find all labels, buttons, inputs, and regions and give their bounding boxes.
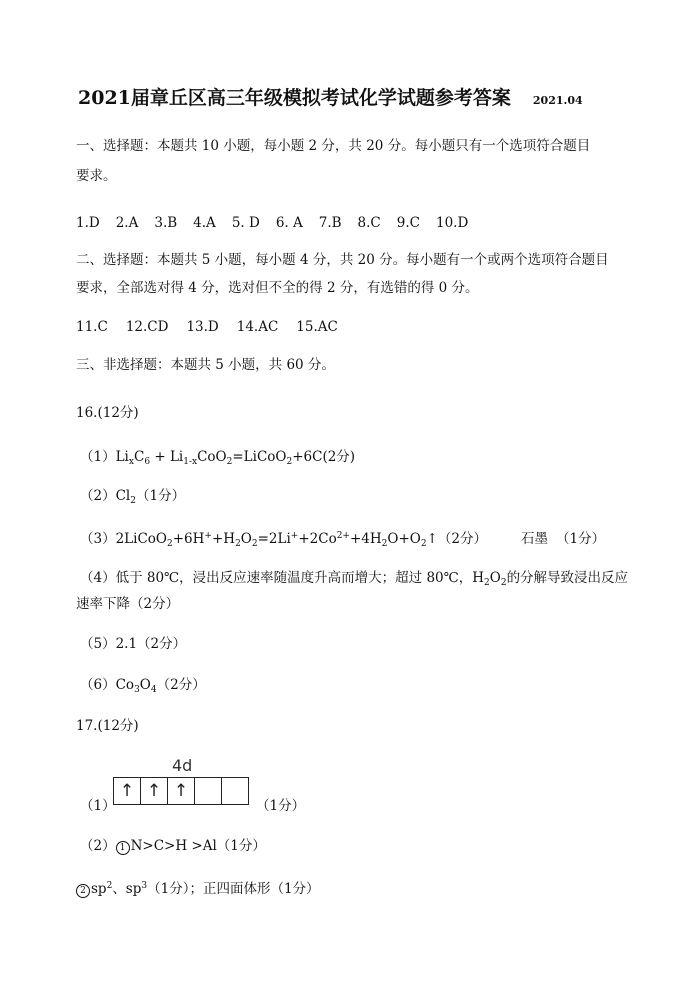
orbital-label: 4d [172,756,193,775]
q16-answer-5: （5）2.1（2分） [80,636,187,652]
answer-12: 12.CD [125,319,169,335]
answer-7: 7.B [318,215,342,231]
title-text: 2021届章丘区高三年级模拟考试化学试题参考答案 [78,87,511,109]
section2-instructions-cont: 要求，全部选对得 4 分，选对但不全的得 2 分，有选错的得 0 分。 [76,280,479,296]
section1-instructions: 一、选择题：本题共 10 小题，每小题 2 分，共 20 分。每小题只有一个选项符合题目 [76,138,591,154]
section2-instructions: 二、选择题：本题共 5 小题，每小题 4 分，共 20 分。每小题有一个或两个选项符合题目 [76,252,609,268]
circled-number-1: 1 [116,841,130,855]
q16-answer-4-cont: 速率下降（2分） [76,596,180,612]
answer-10: 10.D [435,215,469,231]
q17-answer-1-score: （1分） [256,798,306,814]
answer-14: 14.AC [236,319,279,335]
q16-answer-2: $(2)Cl_2(1$分） [80,488,186,506]
answer-1: 1.D [76,215,100,231]
orbital-box-3: ↑ [167,777,195,805]
q16-answer-1: $(1)Li_xC_6$ + $Li_{1-x}CoO_2=LiCoO_2+6C(2$分) [80,449,356,467]
orbital-box-2: ↑ [140,777,168,805]
q16-answer-4: （4）低于 80℃，浸出反应速率随温度升高而增大；超过 80℃，$H_2O_2$的分解导致浸出反应 [80,570,629,588]
section1-answers [76,213,655,233]
answer-9: 9.C [396,215,420,231]
q17-answer-2b: 2 $sp^2$、$sp^3(1$分）；正四面体形（1分） [76,876,655,899]
orbital-box-4 [194,777,222,805]
answer-8: 8.C [357,215,381,231]
answer-4: 4.A [193,215,216,231]
q17-answer-2: （2） 1 N>C>H >Al（1分） [80,838,266,854]
answer-3: 3.B [154,215,178,231]
answer-5: 5. D [231,215,260,231]
page-title [78,86,678,113]
title-date: 2021.04 [532,94,583,107]
answer-15: 15.AC [296,319,338,335]
answer-6: 6. A [275,215,303,231]
q16-answer-3: $(3)2LiCoO_2+6H^++H_2O_2=2Li^++2Co^{2+}+4H_2O+O_2↑(2$分） 石墨 （1分） [80,531,606,549]
orbital-box-5 [221,777,249,805]
q17-answer-1-prefix: （1） [80,798,116,814]
section1-instructions-cont: 要求。 [76,168,117,184]
q16-answer-6: $(6)Co_3O_4(2$分） [80,677,206,695]
answer-13: 13.D [186,319,219,335]
section3-instructions: 三、非选择题：本题共 5 小题，共 60 分。 [76,357,335,373]
orbital-box-1: ↑ [113,777,141,805]
answer-2: 2.A [115,215,139,231]
q16-header: 16.(12分) [76,405,139,421]
answer-11: 11.C [76,319,108,335]
orbital-diagram [114,777,249,805]
section2-answers [76,317,655,337]
circled-number-2: 2 [76,884,90,898]
q17-header: 17.(12分) [76,718,139,734]
